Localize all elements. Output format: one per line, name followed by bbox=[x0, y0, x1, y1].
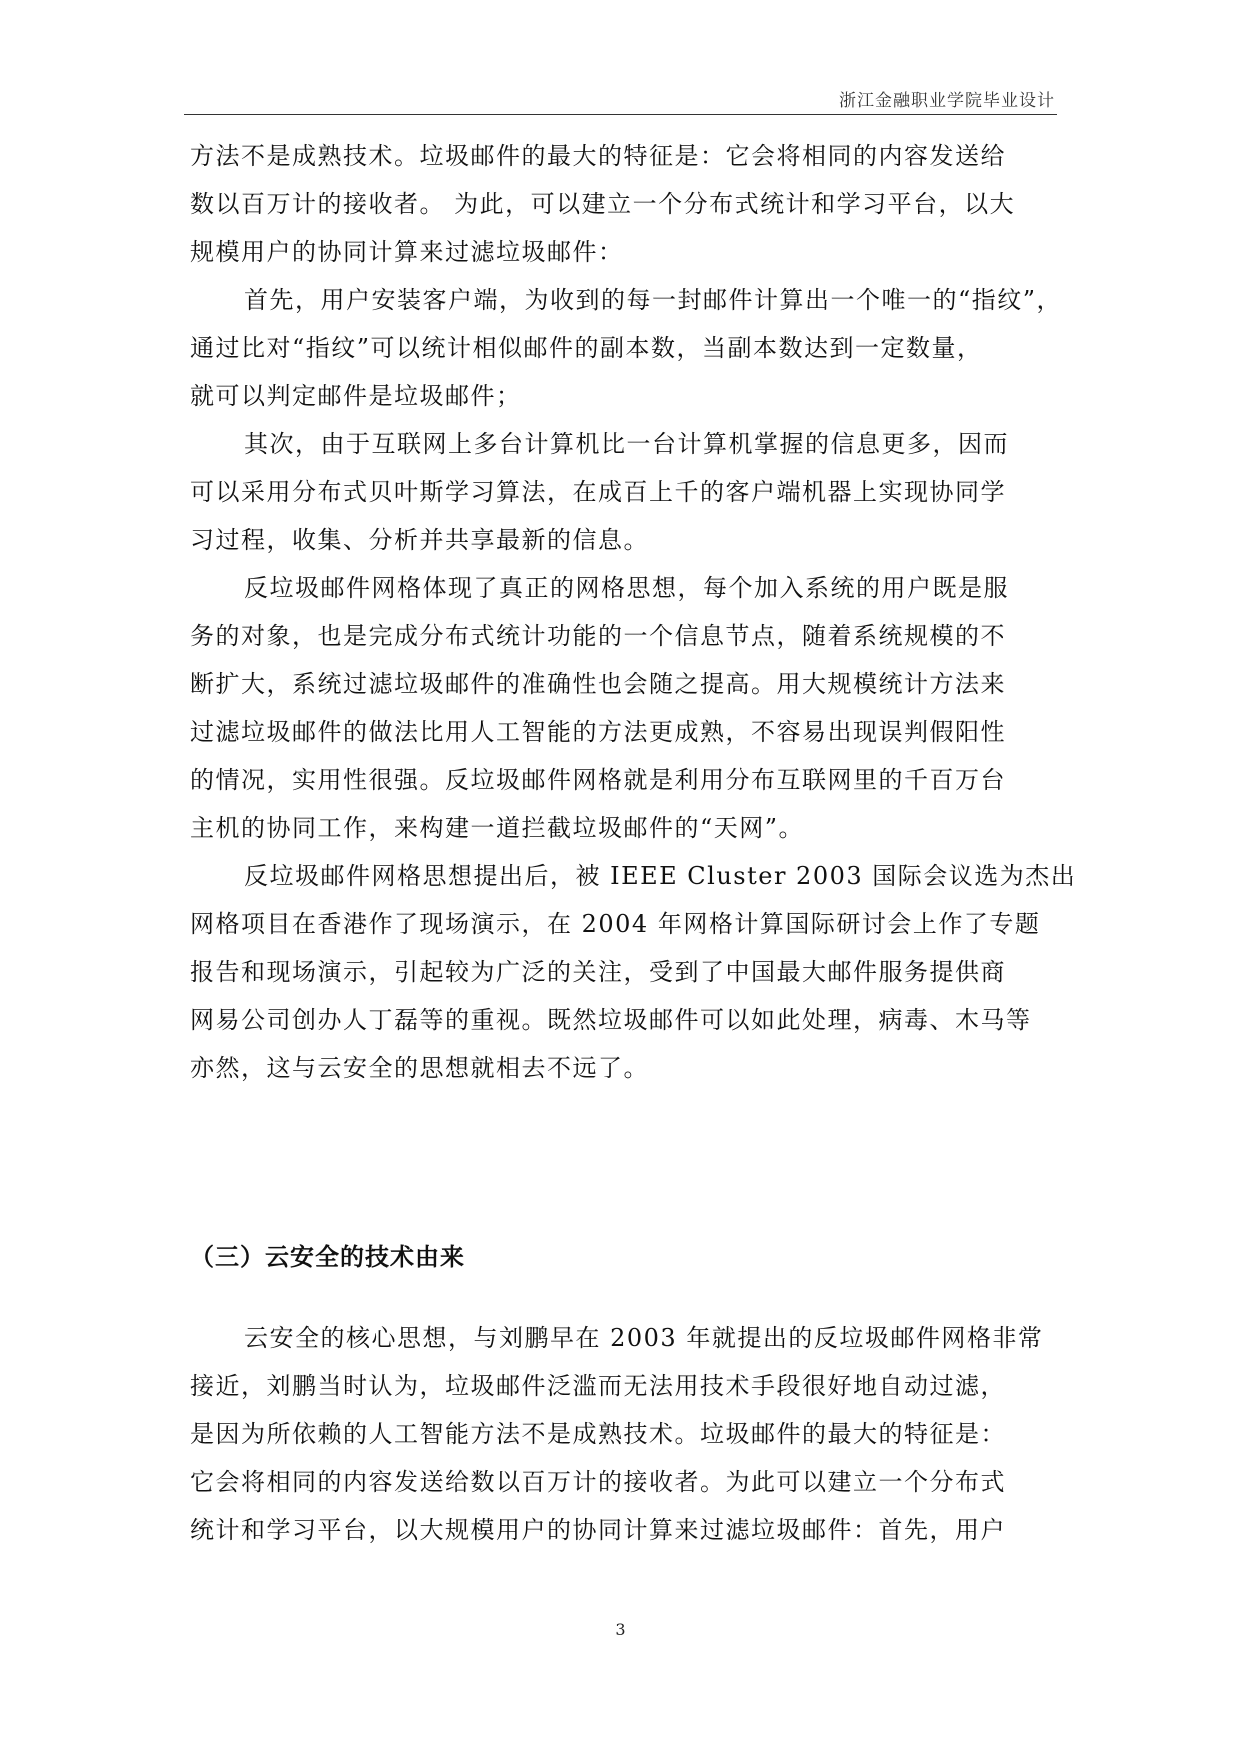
text-line: 的情况，实用性很强。反垃圾邮件网格就是利用分布互联网里的千百万台 bbox=[190, 766, 1006, 794]
text-line: 网格项目在香港作了现场演示，在 2004 年网格计算国际研讨会上作了专题 bbox=[190, 910, 1041, 938]
text-line: 网易公司创办人丁磊等的重视。既然垃圾邮件可以如此处理，病毒、木马等 bbox=[190, 1006, 1032, 1034]
text-line: 统计和学习平台，以大规模用户的协同计算来过滤垃圾邮件：首先，用户 bbox=[190, 1516, 1006, 1544]
text-line: 就可以判定邮件是垃圾邮件； bbox=[190, 382, 522, 410]
section1-body bbox=[190, 132, 1077, 1092]
text-line: 数以百万计的接收者。 为此，可以建立一个分布式统计和学习平台，以大 bbox=[190, 190, 1016, 218]
text-line: 主机的协同工作，来构建一道拦截垃圾邮件的“天网”。 bbox=[190, 814, 805, 842]
text-line: 习过程，收集、分析并共享最新的信息。 bbox=[190, 526, 649, 554]
page-header bbox=[184, 86, 1057, 115]
text-line: 方法不是成熟技术。垃圾邮件的最大的特征是：它会将相同的内容发送给 bbox=[190, 142, 1006, 170]
section2-body bbox=[190, 1314, 1060, 1554]
text-line: 务的对象，也是完成分布式统计功能的一个信息节点，随着系统规模的不 bbox=[190, 622, 1006, 650]
header-title: 浙江金融职业学院毕业设计 bbox=[839, 91, 1055, 111]
text-line: 报告和现场演示，引起较为广泛的关注，受到了中国最大邮件服务提供商 bbox=[190, 958, 1006, 986]
text-line: 首先，用户安装客户端，为收到的每一封邮件计算出一个唯一的“指纹”， bbox=[244, 286, 1063, 314]
text-line: 反垃圾邮件网格体现了真正的网格思想，每个加入系统的用户既是服 bbox=[244, 574, 1009, 602]
text-line: 断扩大，系统过滤垃圾邮件的准确性也会随之提高。用大规模统计方法来 bbox=[190, 670, 1006, 698]
text-line: 其次，由于互联网上多台计算机比一台计算机掌握的信息更多，因而 bbox=[244, 430, 1009, 458]
text-line: 反垃圾邮件网格思想提出后，被 IEEE Cluster 2003 国际会议选为杰出 bbox=[244, 862, 1077, 890]
text-line: 是因为所依赖的人工智能方法不是成熟技术。垃圾邮件的最大的特征是： bbox=[190, 1420, 1006, 1448]
text-line: 通过比对“指纹”可以统计相似邮件的副本数，当副本数达到一定数量， bbox=[190, 334, 983, 362]
text-line: 过滤垃圾邮件的做法比用人工智能的方法更成熟，不容易出现误判假阳性 bbox=[190, 718, 1006, 746]
section-heading: （三）云安全的技术由来 bbox=[190, 1243, 465, 1271]
text-line: 可以采用分布式贝叶斯学习算法，在成百上千的客户端机器上实现协同学 bbox=[190, 478, 1006, 506]
text-line: 云安全的核心思想，与刘鹏早在 2003 年就提出的反垃圾邮件网格非常 bbox=[244, 1324, 1044, 1352]
text-line: 规模用户的协同计算来过滤垃圾邮件： bbox=[190, 238, 624, 266]
text-line: 亦然，这与云安全的思想就相去不远了。 bbox=[190, 1054, 649, 1082]
text-line: 接近，刘鹏当时认为，垃圾邮件泛滥而无法用技术手段很好地自动过滤， bbox=[190, 1372, 1006, 1400]
text-line: 它会将相同的内容发送给数以百万计的接收者。为此可以建立一个分布式 bbox=[190, 1468, 1006, 1496]
page-number: 3 bbox=[615, 1620, 626, 1639]
